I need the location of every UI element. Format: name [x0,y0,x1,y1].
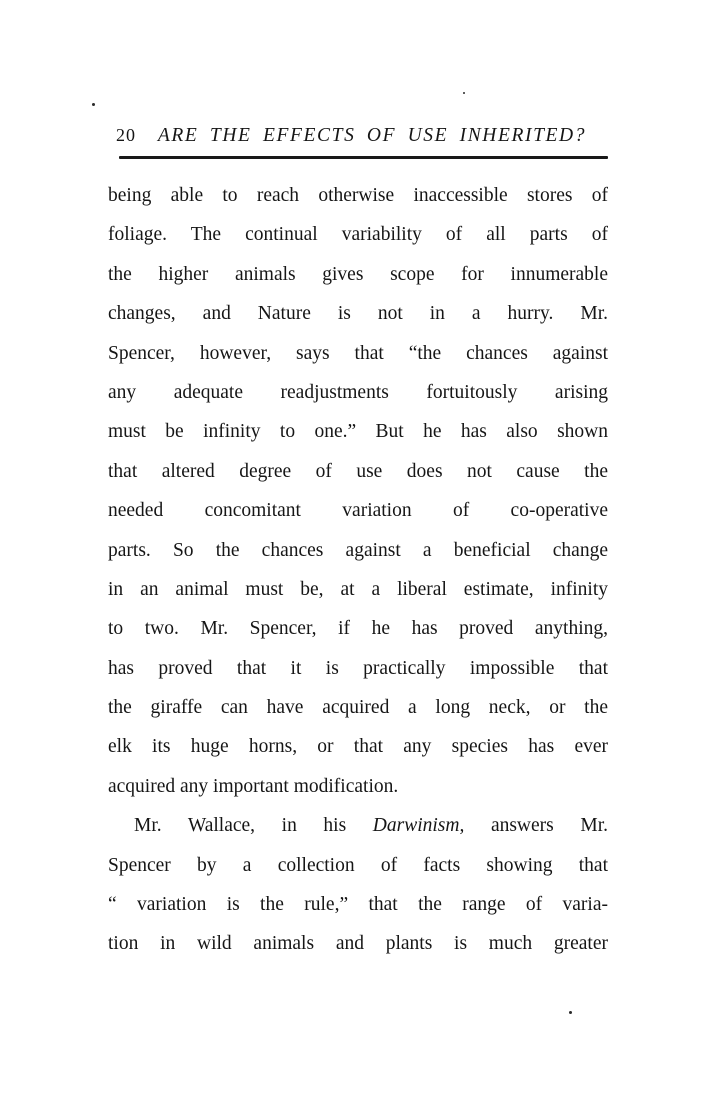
text-line: needed concomitant variation of co-operative [108,500,608,522]
header-rule [119,156,608,159]
text-line: “ variation is the rule,” that the range of varia- [108,894,608,916]
paragraph-1-justified-lines [108,176,608,767]
text-line: Spencer by a collection of facts showing that [108,854,608,876]
scan-speck [92,103,95,106]
text-line: changes, and Nature is not in a hurry. Mr. [108,303,608,325]
text-line: the giraffe can have acquired a long neck, or the [108,697,608,719]
text-line: has proved that it is practically impossible that [108,657,608,679]
text-line: in an animal must be, at a liberal estimate, infinity [108,578,608,600]
running-title: ARE THE EFFECTS OF USE INHERITED? [157,125,587,146]
text-line: tion in wild animals and plants is much greater [108,933,608,955]
text-line: any adequate readjustments fortuitously arising [108,381,608,403]
text-line: Spencer, however, says that “the chances against [108,342,608,364]
text-line: being able to reach otherwise inaccessible stores of [108,185,608,206]
scan-speck [569,1011,572,1014]
page-header [116,125,608,147]
text-line: foliage. The continual variability of all parts of [108,224,608,246]
paragraph-2-justified-lines [108,846,608,964]
text-line: must be infinity to one.” But he has also shown [108,421,608,443]
page-number: 20 [116,125,136,145]
line-text-suffix: answers Mr. [464,815,608,837]
text-line: parts. So the chances against a beneficial change [108,539,608,561]
text-line: acquired any important modification. [108,775,399,797]
text-line: elk its huge horns, or that any species has ever [108,736,608,758]
scan-speck [463,92,465,94]
body-text [108,176,608,964]
book-title-italic: Darwinism, [372,815,465,837]
text-line: that altered degree of use does not cause the [108,460,608,482]
text-line: the higher animals gives scope for innumerable [108,263,608,285]
line-text-prefix: Mr. Wallace, in his [134,815,373,837]
text-line [108,806,608,845]
paragraph-2 [108,806,608,964]
text-line: to two. Mr. Spencer, if he has proved anything, [108,618,608,640]
paragraph-1 [108,176,608,806]
